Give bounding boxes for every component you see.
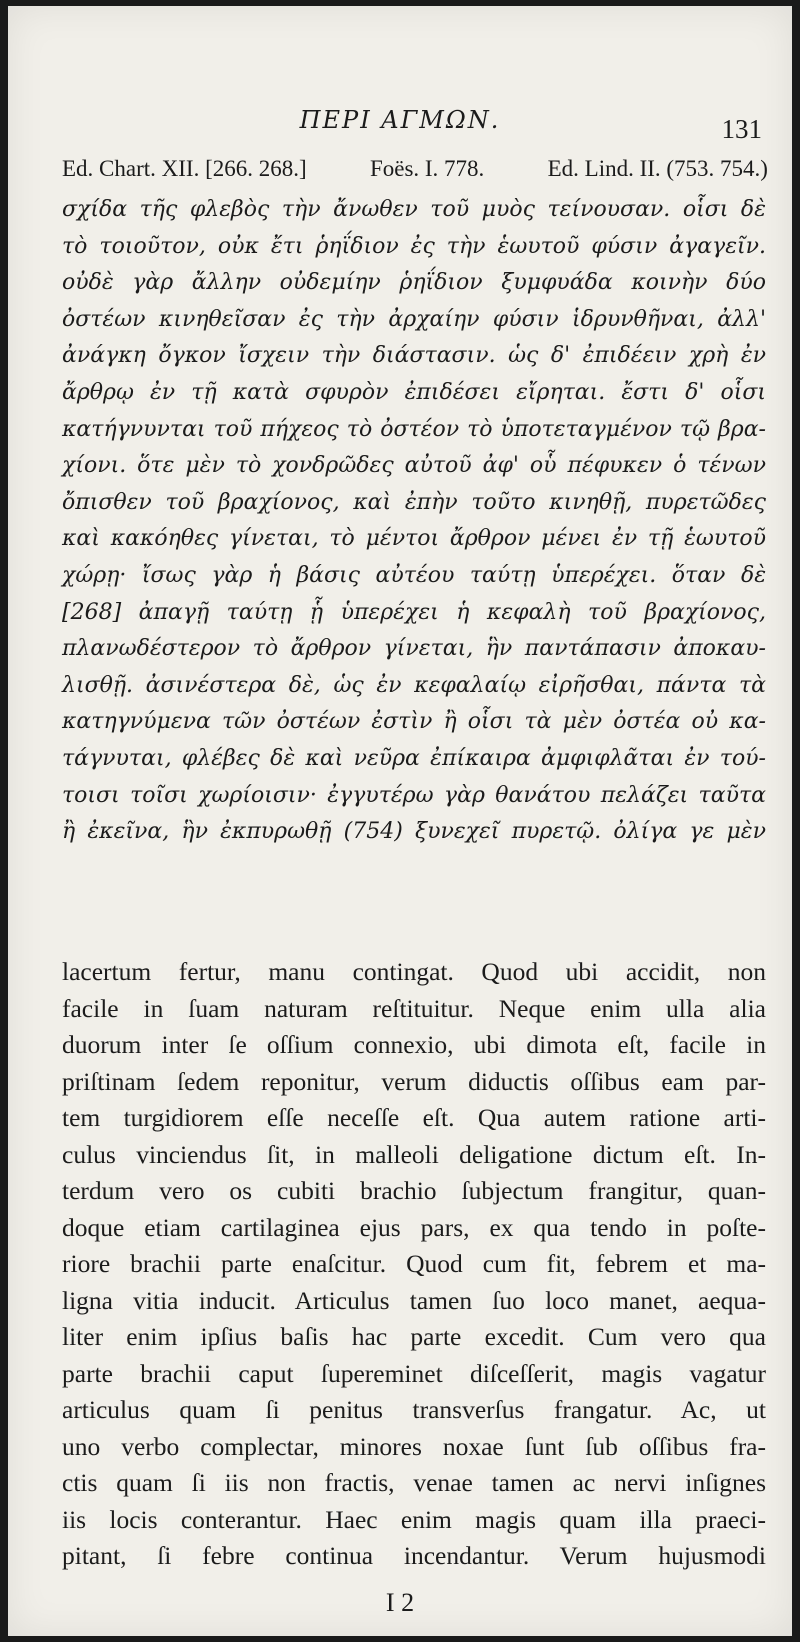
greek-text-line: ὄπισθεν τοῦ βραχίονος, καὶ ἐπὴν τοῦτο κινηθῇ, πυρετῶδες: [62, 489, 766, 515]
edition-references: [62, 156, 768, 182]
latin-text-line: riore brachii parte enaſcitur. Quod cum fit, febrem et ma-: [62, 1249, 766, 1278]
latin-text-line: parte brachii caput ſupereminet diſceſſerit, magis vagatur: [62, 1358, 766, 1388]
latin-text-line: articulus quam ſi penitus transverſus frangatur. Ac, ut: [62, 1395, 766, 1424]
latin-text-line: uno verbo complectar, minores noxae ſunt ſub oſſibus fra-: [62, 1431, 766, 1461]
greek-text-line: ὀστέων κινηθεῖσαν ἐς τὴν ἀρχαίην φύσιν ἱδρυνθῆναι, ἀλλ': [62, 306, 766, 332]
greek-text-line: ἄρθρῳ ἐν τῇ κατὰ σφυρὸν ἐπιδέσει εἴρηται. ἔστι δ' οἷσι: [62, 379, 766, 405]
greek-text-line: τὸ τοιοῦτον, οὐκ ἔτι ῥηΐδιον ἐς τὴν ἑωυτοῦ φύσιν ἀγαγεῖν.: [62, 233, 766, 259]
latin-text-line: priſtinam ſedem reponitur, verum diductis oſſibus eam par-: [62, 1066, 766, 1096]
greek-text-line: τάγνυται, φλέβες δὲ καὶ νεῦρα ἐπίκαιρα ἀμφιφλᾶται ἐν τού-: [62, 745, 766, 771]
latin-text-line: ligna vitia inducit. Articulus tamen ſuo loco manet, aequa-: [62, 1285, 766, 1315]
greek-text-block: [62, 192, 766, 851]
greek-text-line: κατηγνύμενα τῶν ὀστέων ἐστὶν ἢ οἷσι τὰ μὲν ὀστέα οὐ κα-: [62, 709, 766, 735]
latin-text-line: ctis quam ſi iis non fractis, venae tamen ac nervi inſignes: [62, 1468, 766, 1497]
greek-text-line: οὐδὲ γὰρ ἄλλην οὐδεμίην ῥηΐδιον ξυμφυάδα κοινὴν δύο: [62, 270, 766, 296]
greek-text-line: κατήγνυνται τοῦ πήχεος τὸ ὀστέον τὸ ὑποτεταγμένον τῷ βρα-: [62, 416, 766, 442]
greek-text-line: χίονι. ὅτε μὲν τὸ χονδρῶδες αὐτοῦ ἀφ' οὗ πέφυκεν ὁ τένων: [62, 453, 766, 479]
greek-text-line: καὶ κακόηθες γίνεται, τὸ μέντοι ἄρθρον μένει ἐν τῇ ἑωυτοῦ: [62, 526, 766, 552]
latin-text-line: culus vinciendus ſit, in malleoli deligatione dictum eſt. In-: [62, 1139, 766, 1169]
greek-text-line: πλανωδέστερον τὸ ἄρθρον γίνεται, ἣν παντάπασιν ἀποκαυ-: [62, 636, 766, 662]
latin-text-line: terdum vero os cubiti brachio ſubjectum frangitur, quan-: [62, 1176, 766, 1205]
greek-text-line: [268] ἀπαγῇ ταύτῃ ᾗ ὑπερέχει ἡ κεφαλὴ τοῦ βραχίονος,: [62, 599, 766, 625]
latin-text-line: duorum inter ſe oſſium connexio, ubi dimota eſt, facile in: [62, 1030, 766, 1059]
edition-ref-chartier: Ed. Chart. XII. [266. 268.]: [62, 156, 307, 181]
book-page: [8, 6, 792, 1636]
signature-mark: I 2: [385, 1588, 415, 1617]
latin-text-line: iis locis conterantur. Haec enim magis quam illa praeci-: [62, 1504, 766, 1534]
greek-text-line: λισθῇ. ἀσινέστερα δὲ, ὡς ἐν κεφαλαίῳ εἰρῆσθαι, πάντα τὰ: [62, 672, 766, 698]
greek-text-line: τοισι τοῖσι χωρίοισιν· ἐγγυτέρω γὰρ θανάτου πελάζει ταῦτα: [62, 782, 766, 808]
latin-text-line: tem turgidiorem eſſe neceſſe eſt. Qua autem ratione arti-: [62, 1103, 766, 1132]
greek-text-line: ἀνάγκη ὄγκον ἴσχειν τὴν διάστασιν. ὡς δ' ἐπιδέειν χρὴ ἐν: [62, 343, 766, 369]
edition-ref-foes: Foës. I. 778.: [369, 156, 485, 181]
latin-text-line: pitant, ſi febre continua incendantur. Verum hujusmodi: [62, 1541, 766, 1570]
latin-text-block: [62, 954, 766, 1575]
running-head: ΠΕΡΙ ΑΓΜΩΝ.: [299, 106, 501, 134]
greek-text-line: χώρῃ· ἴσως γὰρ ἡ βάσις αὐτέου ταύτῃ ὑπερέχει. ὅταν δὲ: [62, 562, 766, 588]
page-number: 131: [721, 114, 762, 144]
greek-text-line: σχίδα τῆς φλεβὸς τὴν ἄνωθεν τοῦ μυὸς τείνουσαν. οἷσι δὲ: [62, 197, 766, 222]
latin-text-line: lacertum fertur, manu contingat. Quod ubi accidit, non: [62, 957, 766, 986]
latin-text-line: liter enim ipſius baſis hac parte excedit. Cum vero qua: [62, 1322, 766, 1351]
latin-text-line: doque etiam cartilaginea ejus pars, ex qua tendo in poſte-: [62, 1212, 766, 1242]
latin-text-line: facile in ſuam naturam reſtituitur. Neque enim ulla alia: [62, 993, 766, 1023]
greek-text-line: ἢ ἐκεῖνα, ἣν ἐκπυρωθῇ (754) ξυνεχεῖ πυρετῷ. ὀλίγα γε μὲν: [62, 819, 766, 845]
edition-ref-linden: Ed. Lind. II. (753. 754.): [547, 156, 768, 181]
